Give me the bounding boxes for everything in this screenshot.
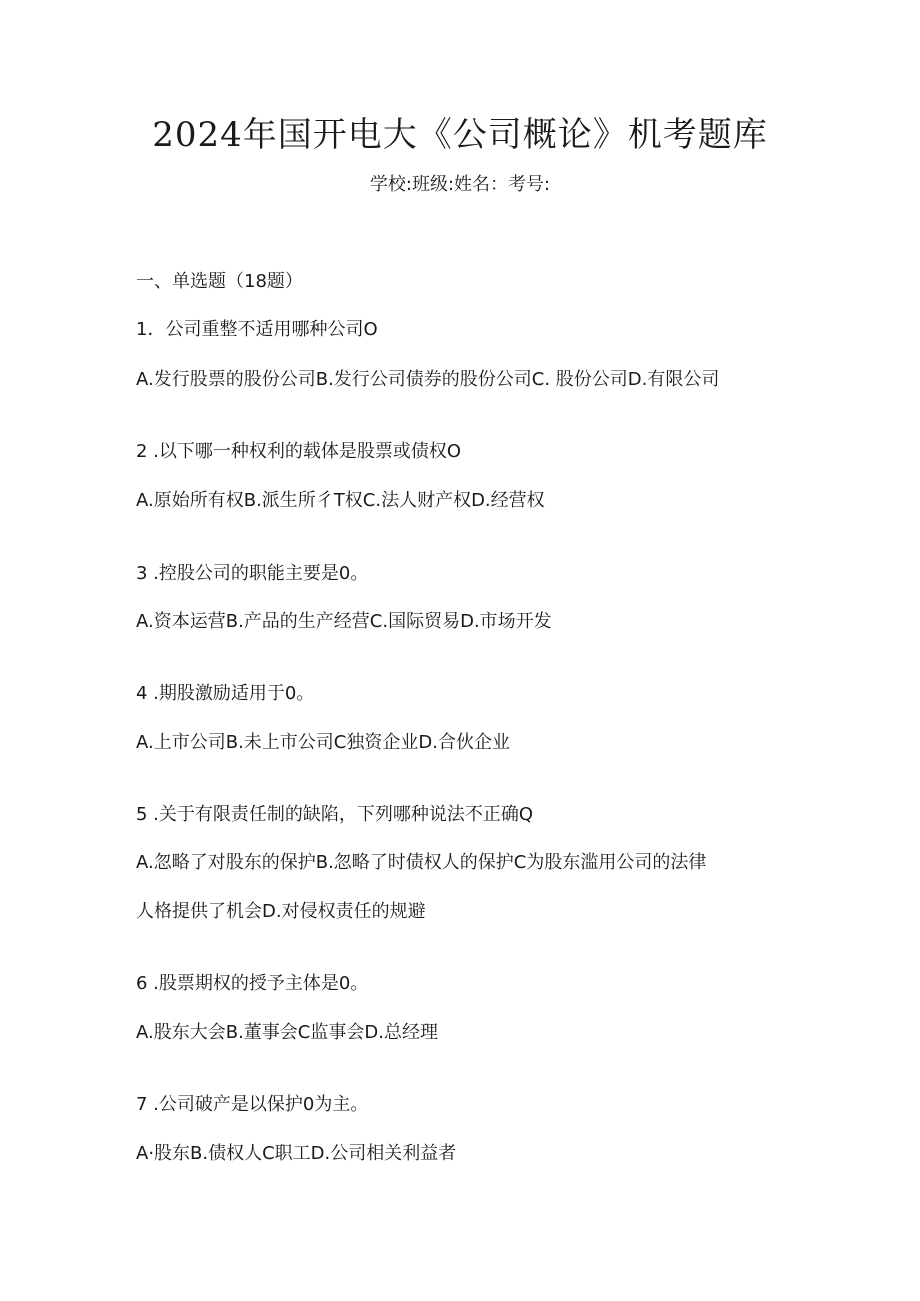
question-1-options: A.发行股票的股份公司B.发行公司债券的股份公司C. 股份公司D.有限公司	[136, 369, 720, 390]
question-4-stem: 4 .期股激励适用于0。	[136, 683, 315, 704]
question-7-stem: 7 .公司破产是以保护0为主。	[136, 1094, 369, 1115]
document-title: 2024年国开电大《公司概论》机考题库	[152, 115, 768, 155]
question-5-stem: 5 .关于有限责任制的缺陷，下列哪种说法不正确Q	[136, 804, 534, 825]
section-heading: 一、单选题（18题）	[136, 271, 303, 292]
question-1-stem: 1．公司重整不适用哪种公司O	[136, 319, 378, 340]
question-5-options-line-2: 人格提供了机会D.对侵权责任的规避	[136, 901, 426, 922]
question-4-options: A.上市公司B.未上市公司C独资企业D.合伙企业	[136, 732, 510, 753]
question-6-stem: 6 .股票期权的授予主体是0。	[136, 973, 369, 994]
question-2-stem: 2 .以下哪一种权利的载体是股票或债权O	[136, 441, 462, 462]
student-info-line: 学校:班级:姓名：考号:	[369, 174, 551, 195]
question-2-options: A.原始所有权B.派生所彳T权C.法人财产权D.经营权	[136, 490, 545, 511]
question-3-stem: 3 .控股公司的职能主要是0。	[136, 563, 369, 584]
question-3-options: A.资本运营B.产品的生产经营C.国际贸易D.市场开发	[136, 611, 552, 632]
question-7-options: A·股东B.债权人C职工D.公司相关利益者	[136, 1143, 457, 1164]
question-5-options-line-1: A.忽略了对股东的保护B.忽略了时债权人的保护C为股东滥用公司的法律	[136, 852, 707, 873]
question-6-options: A.股东大会B.董事会C监事会D.总经理	[136, 1022, 438, 1043]
